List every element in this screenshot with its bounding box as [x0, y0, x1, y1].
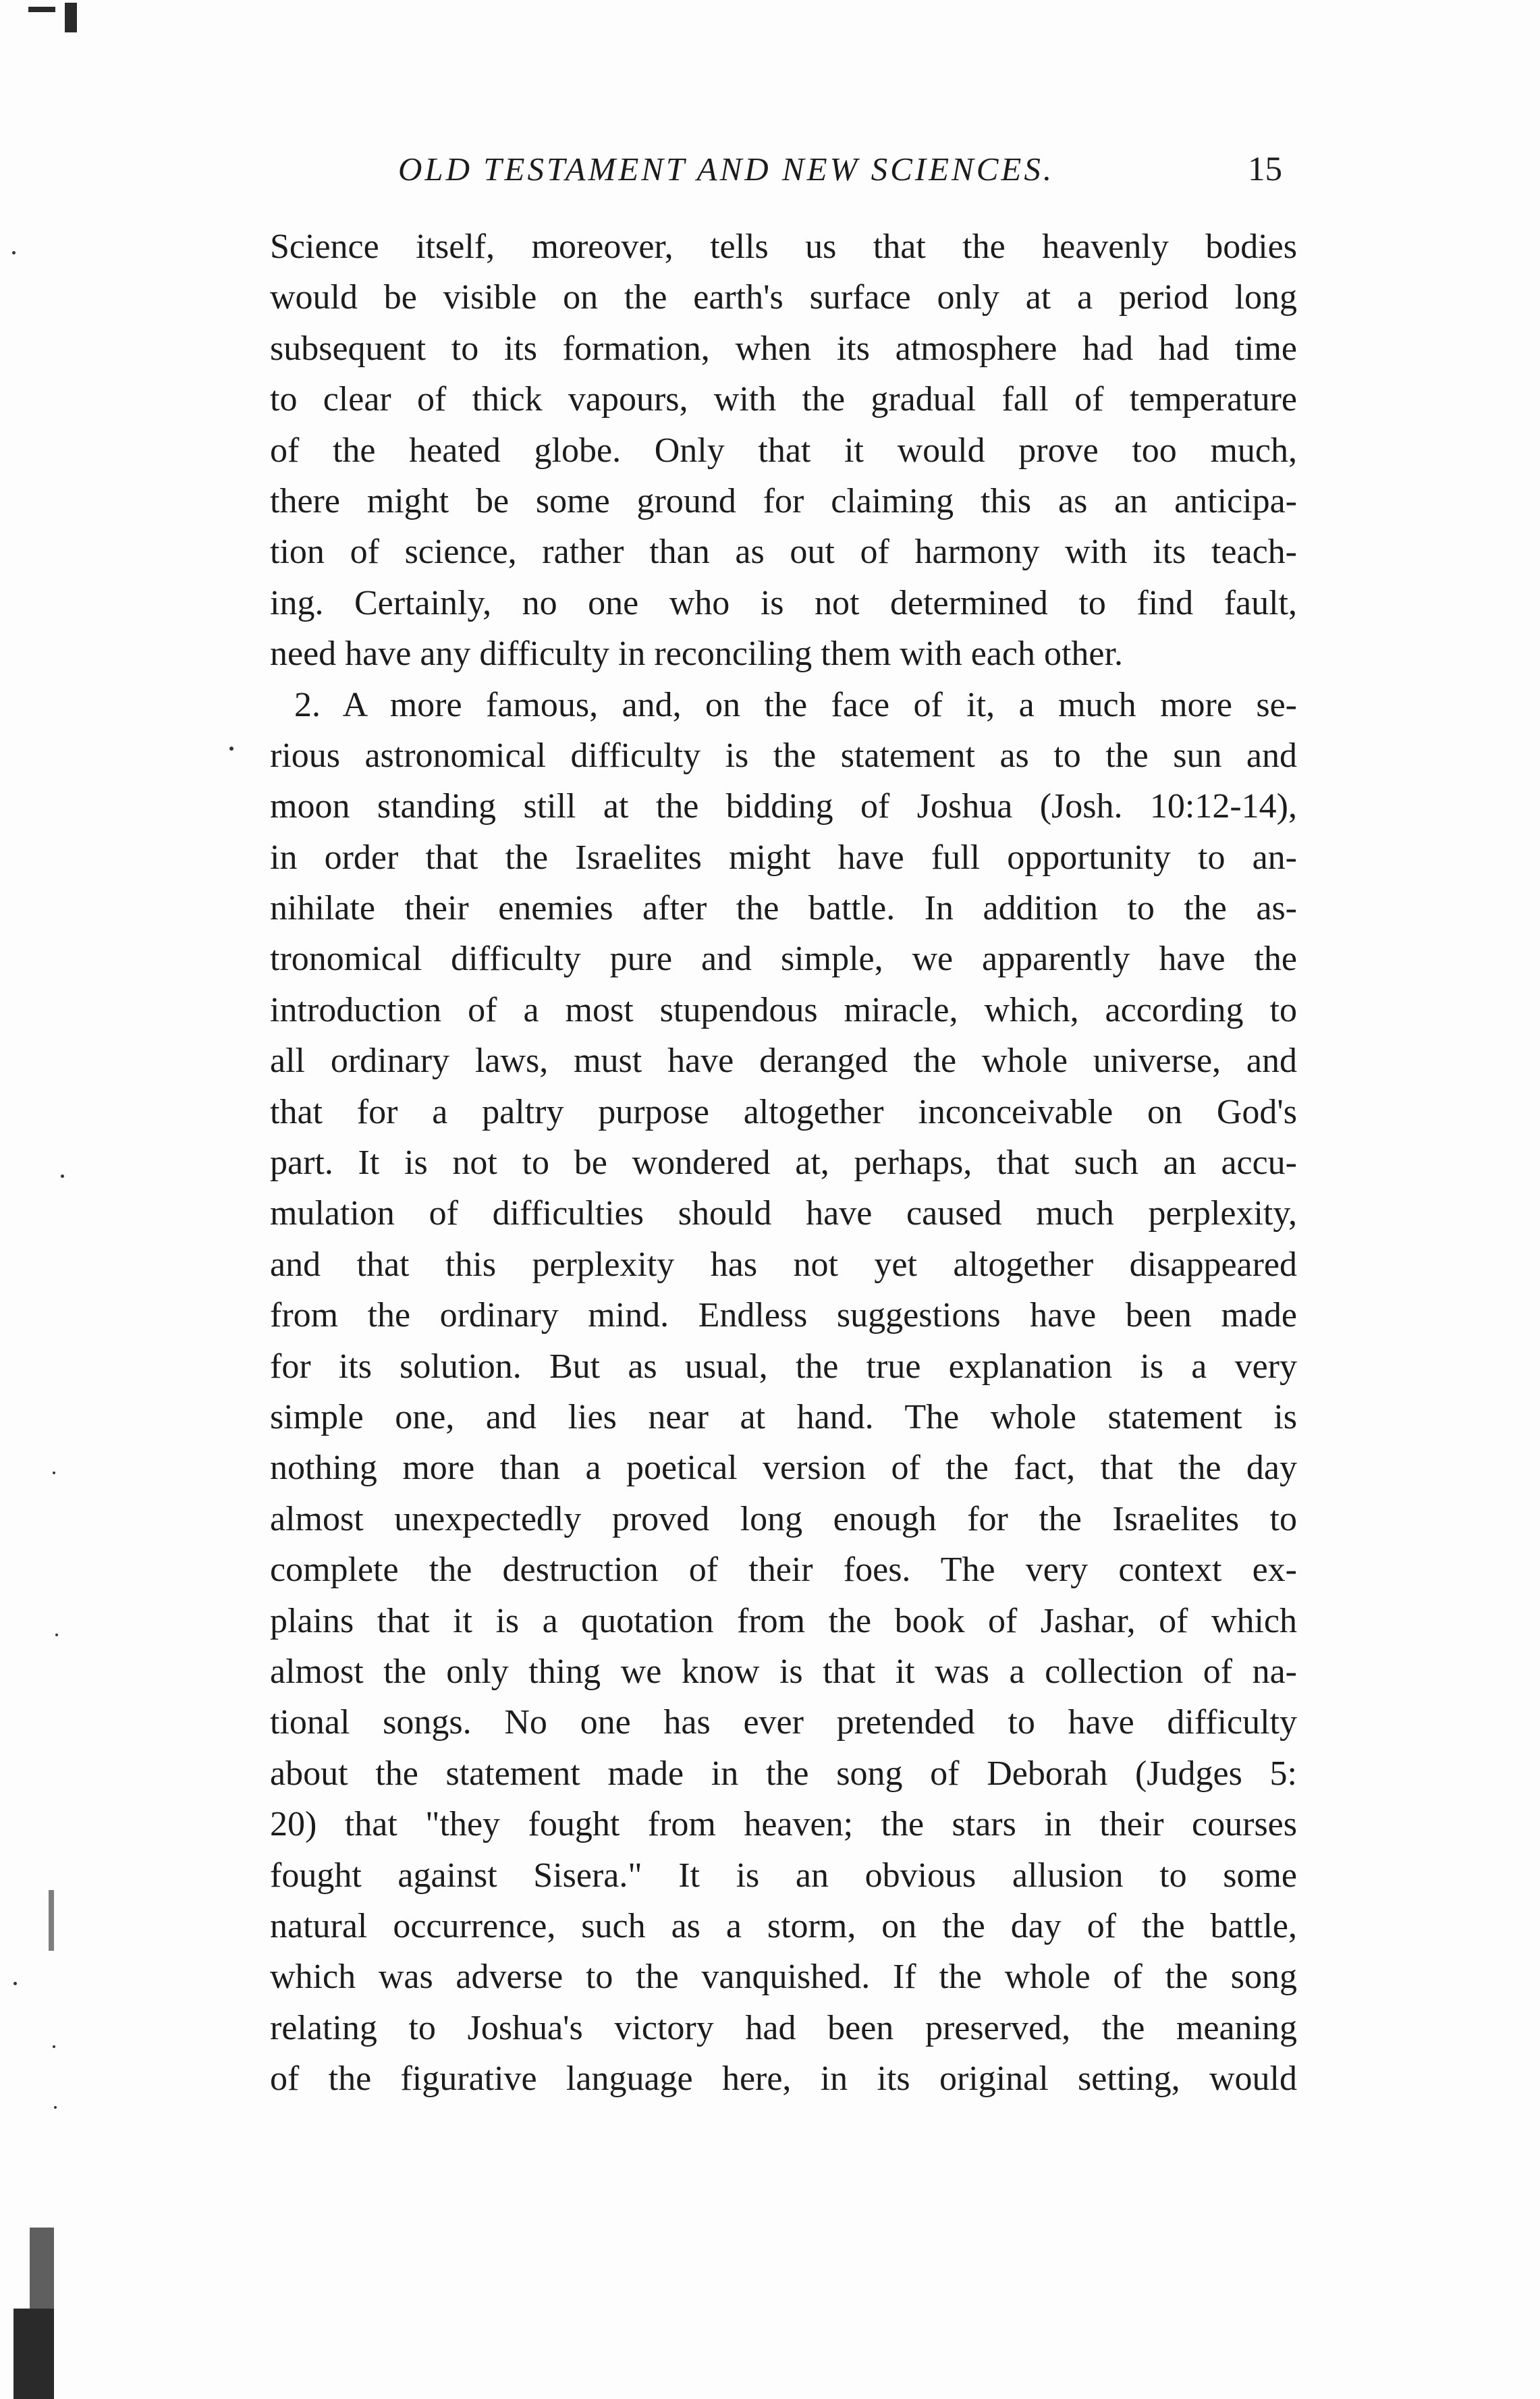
scan-speck [54, 2106, 57, 2109]
binding-shadow [13, 2309, 54, 2399]
text-line: all ordinary laws, must have deranged the whole universe, and [270, 1042, 1297, 1081]
text-line: complete the destruction of their foes. The very context ex- [270, 1551, 1297, 1590]
text-line: in order that the Israelites might have full opportunity to an- [270, 838, 1297, 877]
text-line: there might be some ground for claiming this as an anticipa- [270, 481, 1297, 520]
scan-speck [13, 1982, 17, 1985]
scan-speck [61, 1175, 64, 1178]
text-line: natural occurrence, such as a storm, on the day of the battle, [270, 1906, 1297, 1945]
text-line: of the figurative language here, in its original setting, would [270, 2059, 1297, 2099]
scan-speck [12, 251, 16, 254]
scan-mark-side [49, 1890, 54, 1951]
text-line: for its solution. But as usual, the true explanation is a very [270, 1347, 1297, 1386]
text-line: of the heated globe. Only that it would prove too much, [270, 431, 1297, 470]
text-line: introduction of a most stupendous miracle, which, according to [270, 990, 1297, 1029]
scan-speck [229, 747, 233, 751]
text-line: subsequent to its formation, when its atmosphere had had time [270, 329, 1297, 368]
text-line: nihilate their enemies after the battle. In addition to the as- [270, 889, 1297, 928]
text-line: 20) that "they fought from heaven; the stars in their courses [270, 1805, 1297, 1844]
text-line: tional songs. No one has ever pretended to have difficulty [270, 1703, 1297, 1742]
text-line: to clear of thick vapours, with the gradual fall of temperature [270, 380, 1297, 419]
text-line: that for a paltry purpose altogether inconceivable on God's [270, 1092, 1297, 1131]
scan-speck [53, 1472, 55, 1474]
text-line: moon standing still at the bidding of Joshua (Josh. 10:12-14), [270, 787, 1297, 826]
text-line: relating to Joshua's victory had been preserved, the meaning [270, 2008, 1297, 2047]
text-line: almost the only thing we know is that it was a collection of na- [270, 1652, 1297, 1691]
text-line: plains that it is a quotation from the book of Jashar, of which [270, 1601, 1297, 1640]
text-line: part. It is not to be wondered at, perhaps, that such an accu- [270, 1143, 1297, 1183]
text-line: would be visible on the earth's surface only at a period long [270, 278, 1297, 317]
running-head: OLD TESTAMENT AND NEW SCIENCES. [398, 151, 1055, 188]
text-line: about the statement made in the song of Deborah (Judges 5: [270, 1754, 1297, 1793]
text-line: 2. A more famous, and, on the face of it, a much more se- [294, 685, 1297, 724]
text-line: tion of science, rather than as out of harmony with its teach- [270, 533, 1297, 572]
text-line: Science itself, moreover, tells us that the heavenly bodies [270, 227, 1297, 266]
text-line: ing. Certainly, no one who is not determined to find fault, [270, 583, 1297, 622]
body-text [270, 221, 1297, 2104]
text-line: mulation of difficulties should have caused much perplexity, [270, 1194, 1297, 1233]
scan-speck [53, 2045, 55, 2048]
page-header [398, 150, 1282, 204]
page-number: 15 [1248, 151, 1282, 188]
text-line: simple one, and lies near at hand. The whole statement is [270, 1397, 1297, 1436]
text-line: need have any difficulty in reconciling them with each other. [270, 635, 1123, 674]
text-line: fought against Sisera." It is an obvious allusion to some [270, 1856, 1297, 1895]
text-line: tronomical difficulty pure and simple, we apparently have the [270, 940, 1297, 979]
text-line: almost unexpectedly proved long enough for the Israelites to [270, 1499, 1297, 1538]
scan-mark-top [65, 3, 77, 32]
scan-mark-top [28, 7, 55, 12]
scan-speck [55, 1634, 58, 1636]
text-line: nothing more than a poetical version of the fact, that the day [270, 1449, 1297, 1488]
text-line: which was adverse to the vanquished. If the whole of the song [270, 1958, 1297, 1997]
text-line: and that this perplexity has not yet altogether disappeared [270, 1245, 1297, 1284]
text-line: rious astronomical difficulty is the statement as to the sun and [270, 736, 1297, 775]
text-line: from the ordinary mind. Endless suggestions have been made [270, 1296, 1297, 1335]
